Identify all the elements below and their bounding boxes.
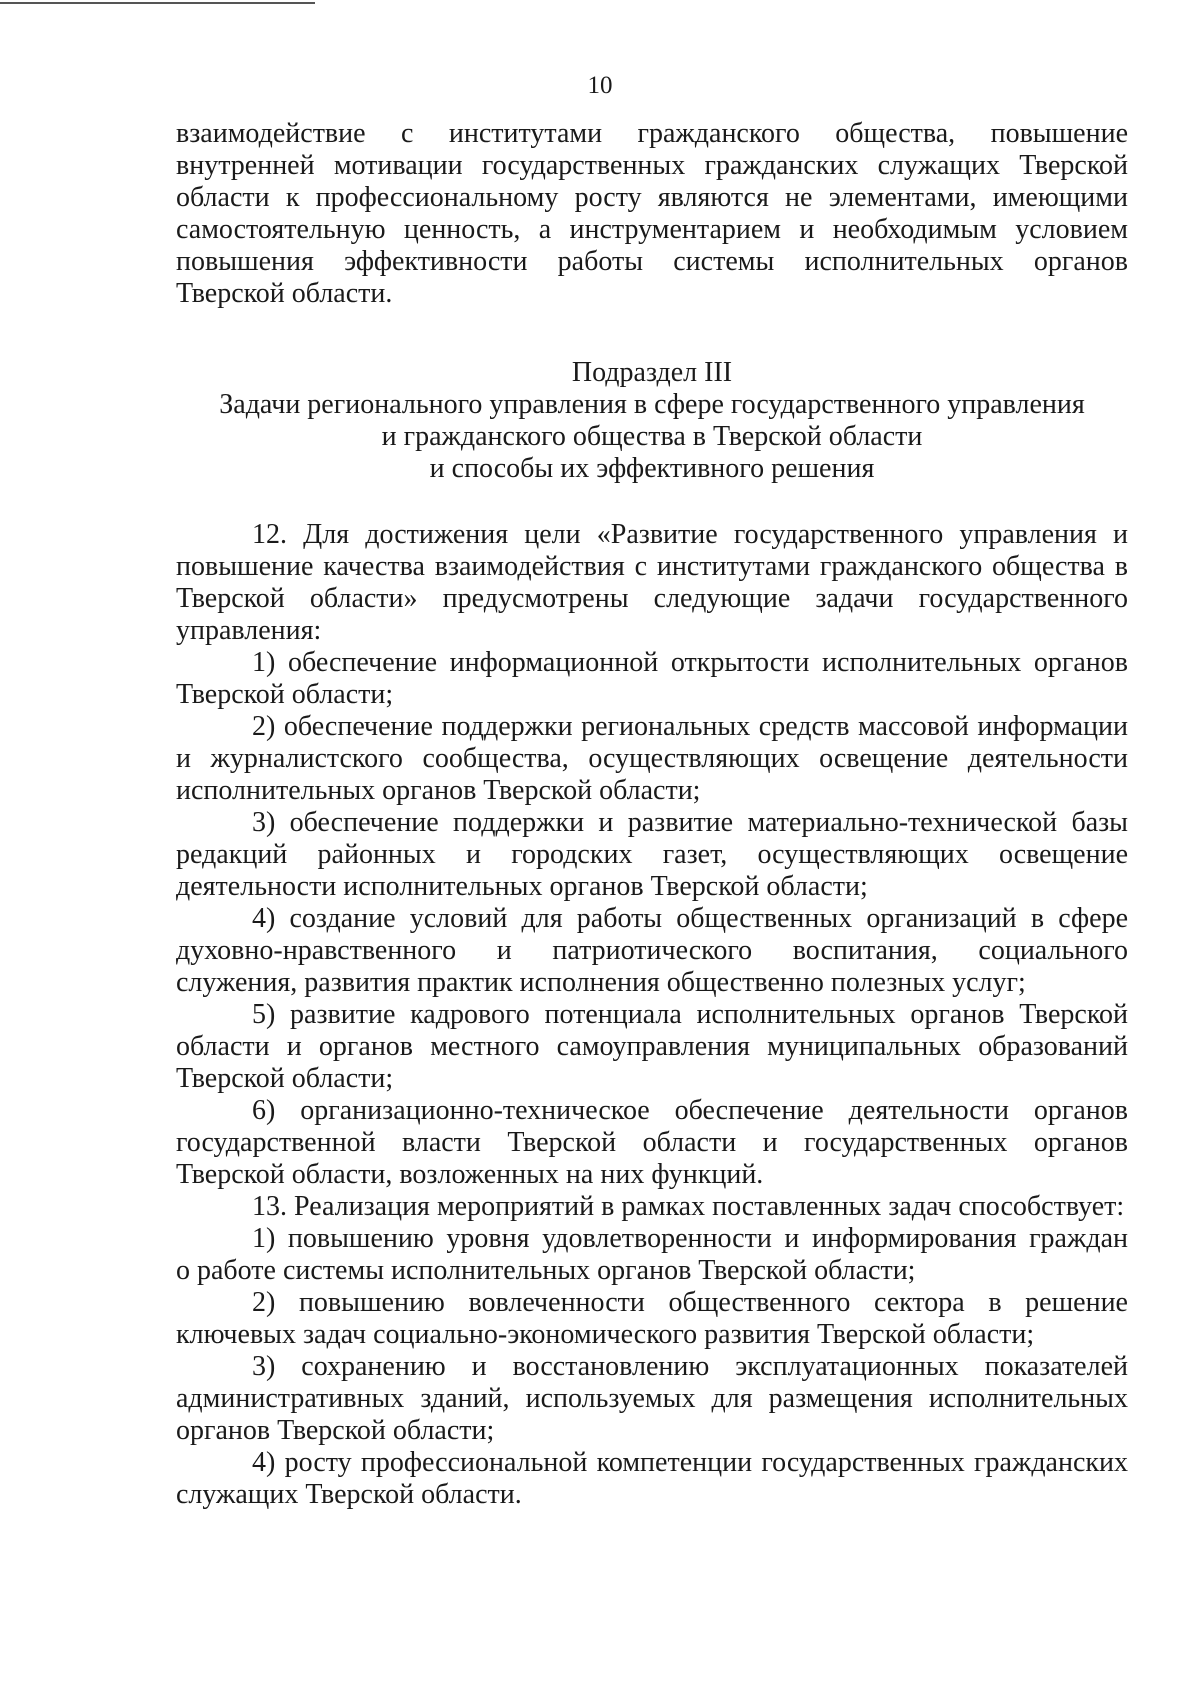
text-line: редакций районных и городских газет, осуществляющих освещение bbox=[176, 839, 1128, 870]
text-line: исполнительных органов Тверской области; bbox=[176, 775, 701, 806]
text-line: взаимодействие с институтами гражданского общества, повышение bbox=[176, 118, 1128, 149]
intro-paragraph bbox=[176, 118, 1128, 310]
text-line: повышение качества взаимодействия с институтами гражданского общества в bbox=[176, 551, 1128, 582]
text-line: служащих Тверской области. bbox=[176, 1479, 522, 1510]
list-item-line: 4) росту профессиональной компетенции государственных гражданских bbox=[252, 1447, 1128, 1478]
text-line: области и органов местного самоуправления муниципальных образований bbox=[176, 1031, 1128, 1062]
text-line: Тверской области. bbox=[176, 278, 393, 309]
text-line: органов Тверской области; bbox=[176, 1415, 495, 1446]
text-line: административных зданий, используемых для размещения исполнительных bbox=[176, 1383, 1128, 1414]
text-line: духовно-нравственного и патриотического воспитания, социального bbox=[176, 935, 1128, 966]
list-item-line: 5) развитие кадрового потенциала исполнительных органов Тверской bbox=[252, 999, 1128, 1030]
page-number: 10 bbox=[587, 72, 613, 99]
subsection-heading bbox=[176, 357, 1128, 485]
text-line: повышения эффективности работы системы исполнительных органов bbox=[176, 246, 1128, 277]
list-item-line: 1) повышению уровня удовлетворенности и информирования граждан bbox=[252, 1223, 1128, 1254]
text-line: внутренней мотивации государственных гражданских служащих Тверской bbox=[176, 150, 1128, 181]
text-line: Тверской области; bbox=[176, 1063, 394, 1094]
subsection-title-line: и гражданского общества в Тверской области bbox=[381, 421, 923, 452]
text-line: служения, развития практик исполнения общественно полезных услуг; bbox=[176, 967, 1026, 998]
body-text bbox=[176, 519, 1128, 1511]
list-item-line: 1) обеспечение информационной открытости исполнительных органов bbox=[252, 647, 1128, 678]
text-line: государственной власти Тверской области и государственных органов bbox=[176, 1127, 1128, 1158]
paragraph-12-line: 12. Для достижения цели «Развитие государственного управления и bbox=[252, 519, 1128, 550]
text-line: самостоятельную ценность, а инструментарием и необходимым условием bbox=[176, 214, 1128, 245]
text-line: и журналистского сообщества, осуществляющих освещение деятельности bbox=[176, 743, 1128, 774]
list-item-line: 6) организационно-техническое обеспечение деятельности органов bbox=[252, 1095, 1128, 1126]
subsection-title-line: и способы их эффективного решения bbox=[429, 453, 875, 484]
text-line: Тверской области; bbox=[176, 679, 394, 710]
text-line: Тверской области» предусмотрены следующие задачи государственного bbox=[176, 583, 1128, 614]
text-line: о работе системы исполнительных органов Тверской области; bbox=[176, 1255, 916, 1286]
subsection-number: Подраздел III bbox=[571, 357, 733, 388]
text-line: ключевых задач социально-экономического развития Тверской области; bbox=[176, 1319, 1035, 1350]
text-line: Тверской области, возложенных на них функций. bbox=[176, 1159, 764, 1190]
text-line: области к профессиональному росту являются не элементами, имеющими bbox=[176, 182, 1128, 213]
list-item-line: 3) сохранению и восстановлению эксплуатационных показателей bbox=[252, 1351, 1128, 1382]
list-item-line: 2) обеспечение поддержки региональных средств массовой информации bbox=[252, 711, 1128, 742]
paragraph-13-line: 13. Реализация мероприятий в рамках поставленных задач способствует: bbox=[252, 1191, 1125, 1222]
list-item-line: 2) повышению вовлеченности общественного сектора в решение bbox=[252, 1287, 1128, 1318]
text-line: деятельности исполнительных органов Тверской области; bbox=[176, 871, 868, 902]
text-line: управления: bbox=[176, 615, 322, 646]
top-edge-rule bbox=[0, 2, 315, 4]
list-item-line: 4) создание условий для работы общественных организаций в сфере bbox=[252, 903, 1128, 934]
list-item-line: 3) обеспечение поддержки и развитие материально-технической базы bbox=[252, 807, 1128, 838]
subsection-title-line: Задачи регионального управления в сфере государственного управления bbox=[219, 389, 1085, 420]
